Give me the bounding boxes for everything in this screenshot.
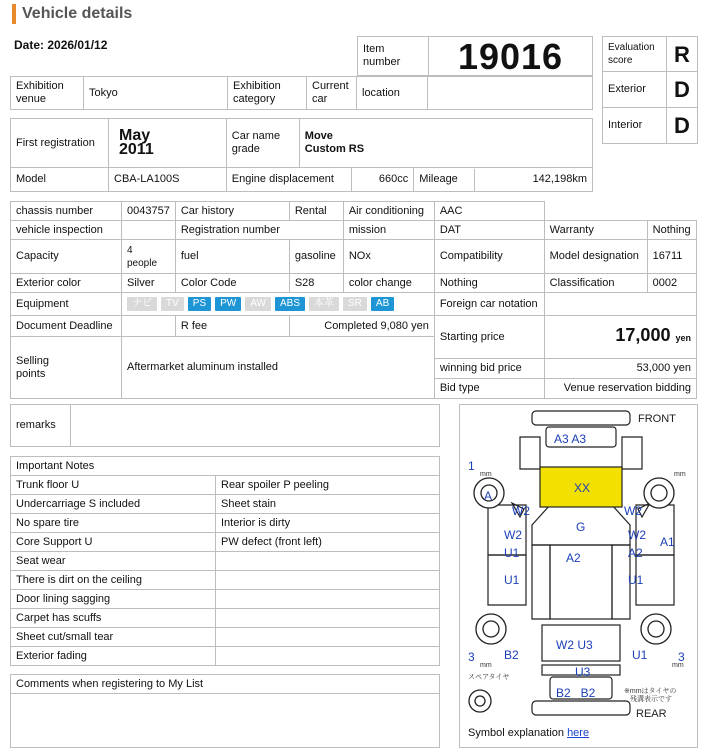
mm-front-left: mm [480, 471, 492, 478]
tire-front-right-hub [651, 485, 667, 501]
comments-area[interactable] [11, 694, 440, 748]
venue-value: Tokyo [84, 77, 228, 110]
spare-tire-hub [475, 696, 485, 706]
note-row [11, 476, 440, 495]
equipment-badge: 本革 [309, 297, 339, 311]
interior-score-value: D [667, 108, 698, 144]
equipment-badge: ナビ [127, 297, 157, 311]
note-cell [216, 628, 440, 647]
note-cell: There is dirt on the ceiling [11, 571, 216, 590]
note-cell [216, 609, 440, 628]
foreign-value [544, 293, 696, 316]
bid-type-label: Bid type [434, 379, 544, 399]
engine-value: 660cc [352, 168, 414, 192]
start-price-value [544, 316, 696, 359]
mark-w2-left: W2 [504, 528, 522, 542]
colorcode-value: S28 [289, 274, 343, 293]
roof [550, 545, 612, 619]
model-label: Model [11, 168, 109, 192]
deadline-label: Document Deadline [11, 316, 122, 337]
mark-a3a3: A3 A3 [554, 432, 587, 446]
damage-diagram [459, 404, 698, 748]
equipment-badge: AW [245, 297, 271, 311]
auction-date: Date: 2026/01/12 [14, 38, 108, 52]
selling-points-label-text: Selling points [16, 354, 50, 380]
mark-a-left: A [484, 489, 493, 503]
item-number-label: Item number [358, 37, 429, 76]
mark-u1-right: U1 [628, 573, 644, 587]
registration-table [10, 118, 593, 192]
front-bumper [532, 411, 630, 425]
front-label: FRONT [638, 413, 676, 425]
note-row [11, 533, 440, 552]
comments-table [10, 674, 440, 748]
capacity-label: Capacity [11, 240, 122, 274]
grade-label: Car name grade [226, 119, 299, 168]
note-cell: Core Support U [11, 533, 216, 552]
note-cell: Exterior fading [11, 647, 216, 666]
equipment-badge: ABS [275, 297, 305, 311]
tire-rear-right-hub [648, 621, 664, 637]
first-registration-label: First registration [11, 119, 109, 168]
comments-label: Comments when registering to My List [11, 675, 440, 694]
color-value: Silver [122, 274, 176, 293]
remarks-label: remarks [11, 405, 71, 447]
equipment-badge: PS [188, 297, 211, 311]
mark-a1-right: A1 [660, 535, 675, 549]
capacity-value: 4 people [122, 240, 176, 274]
note-row [11, 552, 440, 571]
category-label: Exhibition category [228, 77, 307, 110]
chassis-value: 0043757 [122, 202, 176, 221]
mark-g: G [576, 520, 586, 534]
engine-label: Engine displacement [226, 168, 352, 192]
note-row [11, 647, 440, 666]
designation-value: 16711 [647, 240, 696, 274]
start-price-label: Starting price [434, 316, 544, 359]
mileage-label: Mileage [414, 169, 474, 191]
fuel-value: gasoline [289, 240, 343, 274]
equipment-badges [122, 293, 435, 316]
model-value: CBA-LA100S [109, 168, 227, 192]
mm-front-right: mm [674, 471, 686, 478]
mark-u1-rear-right: U1 [632, 648, 648, 662]
left-pillar [532, 545, 550, 619]
selling-points-value: Aftermarket aluminum installed [122, 337, 435, 399]
deadline-value [122, 316, 176, 337]
page-title: Vehicle details [12, 4, 132, 24]
location-value [428, 77, 593, 110]
winning-bid-value: 53,000 yen [544, 359, 696, 379]
colorcode-label: Color Code [175, 274, 289, 293]
note-row [11, 571, 440, 590]
location-label: location [357, 77, 428, 110]
score-table [602, 36, 698, 144]
mark-u1-left-upper: U1 [504, 546, 520, 560]
note-row [11, 628, 440, 647]
equipment-badge: PW [215, 297, 241, 311]
note-cell: Undercarriage S included [11, 495, 216, 514]
symbol-explanation-text: Symbol explanation [468, 727, 568, 739]
note-cell: Rear spoiler P peeling [216, 476, 440, 495]
symbol-explanation [468, 727, 589, 739]
rfee-label: R fee [175, 316, 289, 337]
regnum-label: Registration number [175, 221, 343, 240]
mark-a2-right: A2 [628, 546, 643, 560]
tire-rear-left-hub [483, 621, 499, 637]
rfee-value: Completed 9,080 yen [289, 316, 434, 337]
fuel-label: fuel [175, 240, 289, 274]
note-row [11, 514, 440, 533]
selling-points-label [11, 337, 122, 399]
classification-label: Classification [544, 274, 647, 293]
bid-type-value: Venue reservation bidding [544, 379, 696, 399]
note-cell: Sheet stain [216, 495, 440, 514]
start-price-unit: yen [675, 333, 691, 344]
item-number-table [357, 36, 593, 76]
remarks-table [10, 404, 440, 447]
front-right-fender-top [622, 437, 642, 469]
classification-value: 0002 [647, 274, 696, 293]
foreign-label: Foreign car notation [434, 293, 544, 316]
equipment-badge: AB [371, 297, 394, 311]
mission-value: DAT [434, 221, 544, 240]
mark-w2u3: W2 U3 [556, 638, 593, 652]
mark-a2: A2 [566, 551, 581, 565]
note-cell: Trunk floor U [11, 476, 216, 495]
equipment-badge: TV [161, 297, 184, 311]
mission-label: mission [343, 221, 434, 240]
important-notes-title: Important Notes [11, 457, 440, 476]
color-label: Exterior color [11, 274, 122, 293]
registration-month: May [119, 127, 151, 144]
symbol-explanation-link[interactable]: here [567, 727, 590, 739]
designation-label: Model designation [544, 240, 647, 274]
ac-label: Air conditioning [343, 202, 434, 221]
mm-note-line1: ※mmはタイヤの [624, 688, 677, 695]
inspection-label: vehicle inspection [11, 221, 122, 240]
item-number-value: 19016 [429, 37, 593, 76]
rear-bumper [532, 701, 630, 715]
mm-note-line2: 残溝表示です [630, 696, 672, 703]
first-registration-value [109, 119, 227, 168]
colorchange-label: color change [343, 274, 434, 293]
nox-label: NOx [343, 240, 434, 274]
exterior-score-value: D [667, 72, 698, 108]
note-cell [216, 571, 440, 590]
important-notes-table [10, 456, 440, 666]
evaluation-score-value: R [667, 37, 698, 72]
remarks-value [71, 405, 440, 447]
warranty-label: Warranty [544, 221, 647, 240]
mark-n1: 1 [468, 459, 475, 473]
note-cell [216, 552, 440, 571]
note-row [11, 495, 440, 514]
start-price-amount: 17,000 [615, 325, 671, 346]
chassis-label: chassis number [11, 202, 122, 221]
details-table [10, 201, 697, 399]
mark-u1-left: U1 [504, 573, 520, 587]
note-cell [216, 590, 440, 609]
mileage-value: 142,198km [532, 173, 587, 185]
note-row [11, 590, 440, 609]
note-cell: Carpet has scuffs [11, 609, 216, 628]
colorchange-value: Nothing [434, 274, 544, 293]
equipment-label: Equipment [11, 293, 122, 316]
note-cell: Door lining sagging [11, 590, 216, 609]
current-car-label: Current car [307, 77, 357, 110]
grade-value: Move Custom RS [299, 119, 592, 168]
mark-w2-ul: W2 [512, 504, 530, 518]
evaluation-score-label: Evaluation score [603, 37, 667, 72]
compatibility-label: Compatibility [434, 240, 544, 274]
note-cell: Seat wear [11, 552, 216, 571]
mark-n3-left: 3 [468, 650, 475, 664]
note-cell [216, 647, 440, 666]
mark-w2-ur: W2 [624, 504, 642, 518]
mark-b2b2: B2 B2 [556, 686, 596, 700]
mark-n3-right: 3 [678, 650, 685, 664]
spare-tire-label: スペアタイヤ [468, 674, 510, 681]
history-value: Rental [289, 202, 343, 221]
note-cell: Sheet cut/small tear [11, 628, 216, 647]
registration-year: 2011 [119, 141, 154, 158]
mark-xx: XX [574, 481, 591, 495]
venue-table [10, 76, 593, 110]
exterior-score-label: Exterior [603, 72, 667, 108]
winning-bid-label: winning bid price [434, 359, 544, 379]
mm-rear-right: mm [672, 662, 684, 669]
front-left-fender-top [520, 437, 540, 469]
ac-value: AAC [434, 202, 544, 221]
note-cell: No spare tire [11, 514, 216, 533]
note-cell: Interior is dirty [216, 514, 440, 533]
car-diagram-svg [460, 405, 697, 725]
mark-w2-right: W2 [628, 528, 646, 542]
mm-rear-left: mm [480, 662, 492, 669]
mark-b2-left: B2 [504, 648, 519, 662]
note-row [11, 609, 440, 628]
equipment-badge: SR [343, 297, 367, 311]
inspection-value [122, 221, 176, 240]
rear-label: REAR [636, 708, 667, 720]
interior-score-label: Interior [603, 108, 667, 144]
warranty-value: Nothing [647, 221, 696, 240]
venue-label: Exhibition venue [11, 77, 84, 110]
mark-u3: U3 [575, 665, 591, 679]
history-label: Car history [175, 202, 289, 221]
note-cell: PW defect (front left) [216, 533, 440, 552]
